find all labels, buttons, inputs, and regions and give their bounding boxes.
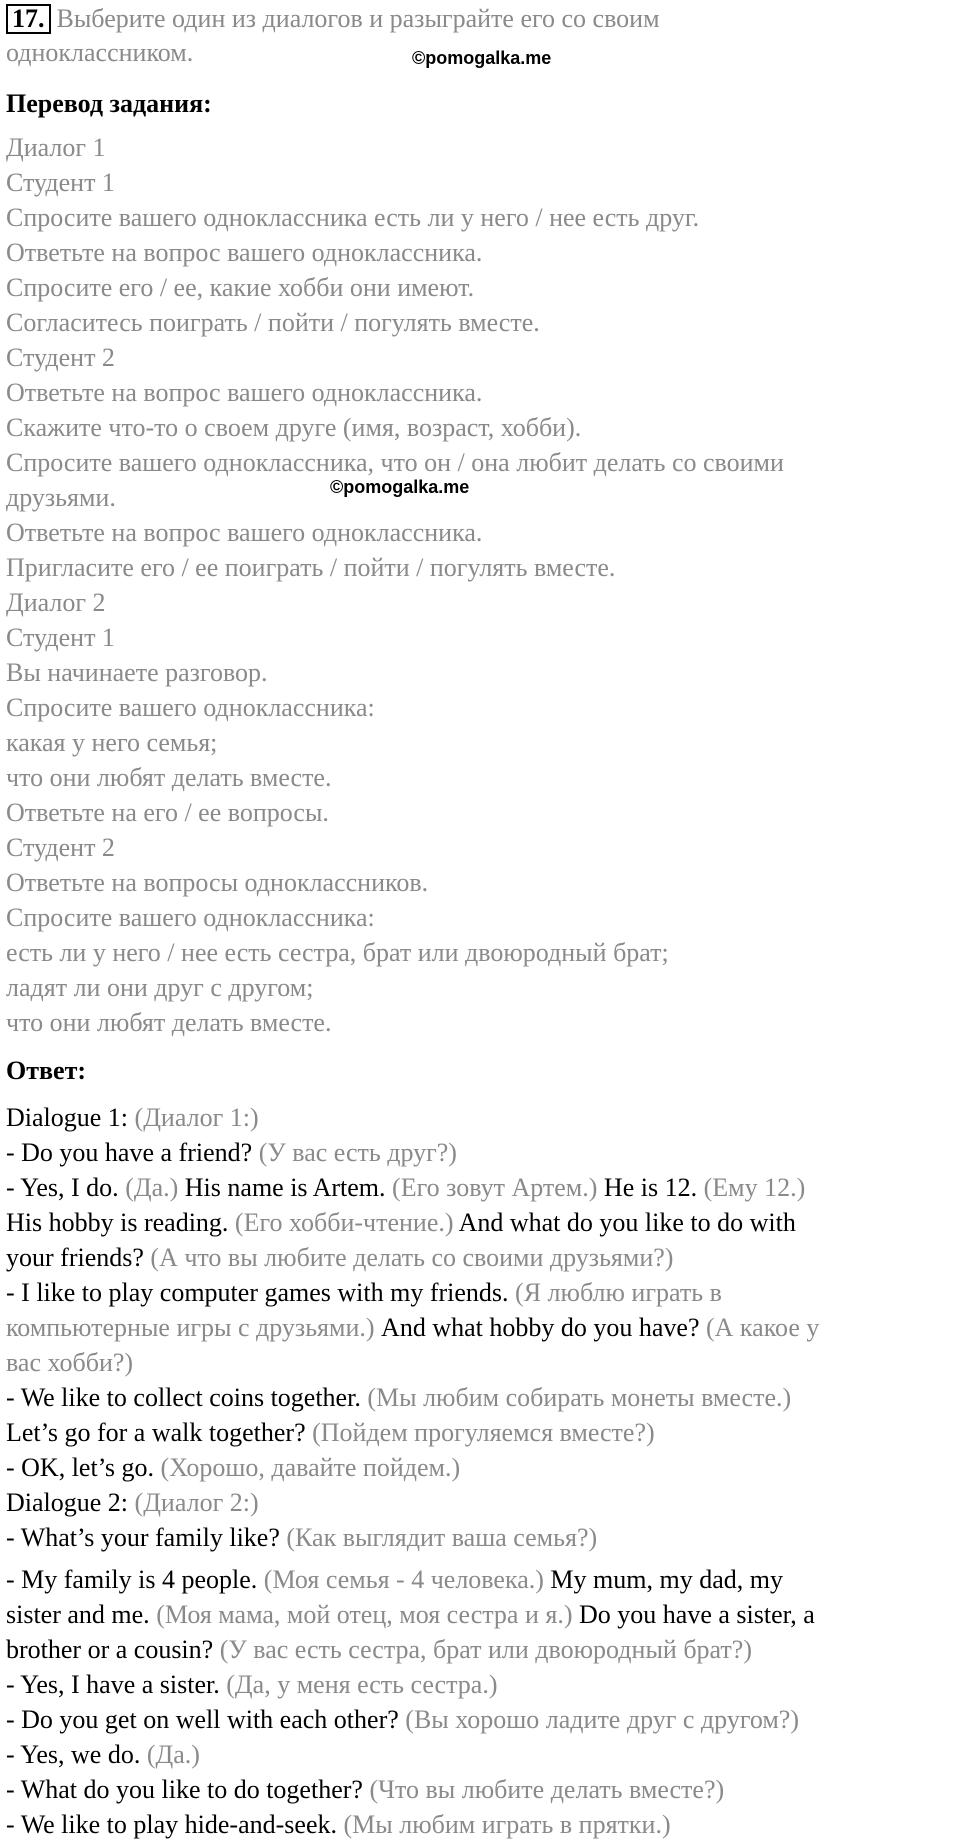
english-segment: - Yes, we do. [6, 1740, 147, 1769]
translation-segment: (Как выглядит ваша семья?) [286, 1523, 598, 1552]
translation-segment: (У вас есть друг?) [258, 1138, 457, 1167]
english-segment: - Yes, I do. [6, 1173, 126, 1202]
translation-segment: (Диалог 2:) [134, 1488, 259, 1517]
english-segment: - Do you get on well with each other? [6, 1705, 406, 1734]
translation-segment: (У вас есть сестра, брат или двоюродный брат?) [219, 1635, 752, 1664]
answer-line [6, 1208, 796, 1238]
answer-heading: Ответ: [6, 1056, 87, 1085]
translation-line: ладят ли они друг с другом; [6, 973, 314, 1002]
answer-line [6, 1740, 200, 1770]
answer-line [6, 1138, 457, 1168]
english-segment: - We like to play hide-and-seek. [6, 1810, 344, 1839]
answer-line [6, 1600, 815, 1630]
translation-segment: (Диалог 1:) [134, 1103, 259, 1132]
answer-line [6, 1565, 783, 1595]
translation-line: Ответьте на вопрос вашего одноклассника. [6, 518, 483, 547]
answer-line [6, 1670, 497, 1700]
english-segment: - What’s your family like? [6, 1523, 287, 1552]
translation-segment: компьютерные игры с друзьями.) [6, 1313, 382, 1342]
answer-line [6, 1313, 819, 1343]
translation-segment: (Его хобби-чтение.) [234, 1208, 459, 1237]
task-line-1 [6, 4, 660, 34]
answer-line [6, 1775, 724, 1805]
english-segment: My mum, my dad, my [550, 1565, 783, 1594]
english-segment: Do you have a sister, a [579, 1600, 815, 1629]
translation-segment: вас хобби?) [6, 1348, 134, 1377]
translation-segment: (Что вы любите делать вместе?) [369, 1775, 725, 1804]
translation-segment: (Да, у меня есть сестра.) [226, 1670, 498, 1699]
translation-line: Спросите вашего одноклассника, что он / она любит делать со своими [6, 448, 784, 477]
translation-line: Вы начинаете разговор. [6, 658, 268, 687]
english-segment: Dialogue 2: [6, 1488, 135, 1517]
translation-line: Ответьте на его / ее вопросы. [6, 798, 329, 827]
answer-line [6, 1810, 671, 1840]
translation-line: Спросите вашего одноклассника есть ли у него / нее есть друг. [6, 203, 700, 232]
english-segment: - I like to play computer games with my friends. [6, 1278, 516, 1307]
task-text: Выберите один из диалогов и разыграйте его со своим [56, 4, 660, 33]
english-segment: - What do you like to do together? [6, 1775, 370, 1804]
answer-line [6, 1523, 597, 1553]
translation-segment: (Я люблю играть в [515, 1278, 722, 1307]
english-segment: - My family is 4 people. [6, 1565, 264, 1594]
translation-line: Скажите что-то о своем друге (имя, возраст, хобби). [6, 413, 582, 442]
english-segment: And what hobby do you have? [381, 1313, 706, 1342]
translation-line: Согласитесь поиграть / пойти / погулять вместе. [6, 308, 540, 337]
answer-line [6, 1103, 259, 1133]
translation-segment: (А что вы любите делать со своими друзьями?) [150, 1243, 674, 1272]
translation-line: Студент 1 [6, 623, 115, 652]
answer-line [6, 1635, 752, 1665]
translation-line: Студент 2 [6, 343, 115, 372]
answer-line [6, 1418, 655, 1448]
english-segment: - We like to collect coins together. [6, 1383, 368, 1412]
translation-line: какая у него семья; [6, 728, 218, 757]
english-segment: He is 12. [603, 1173, 704, 1202]
english-segment: - OK, let’s go. [6, 1453, 161, 1482]
english-segment: His hobby is reading. [6, 1208, 235, 1237]
english-segment: His name is Artem. [184, 1173, 393, 1202]
translation-line: Спросите вашего одноклассника: [6, 693, 375, 722]
task-line-2: одноклассником. [6, 38, 194, 67]
translation-line: Ответьте на вопросы одноклассников. [6, 868, 429, 897]
answer-line [6, 1453, 460, 1483]
translation-segment: (Мы любим играть в прятки.) [343, 1810, 671, 1839]
translation-line: Студент 1 [6, 168, 115, 197]
translation-line: что они любят делать вместе. [6, 763, 332, 792]
translation-line: Студент 2 [6, 833, 115, 862]
translation-segment: (Ему 12.) [703, 1173, 806, 1202]
watermark: ©pomogalka.me [412, 48, 552, 68]
answer-line [6, 1243, 673, 1273]
translation-line: Диалог 1 [6, 133, 106, 162]
english-segment: Let’s go for a walk together? [6, 1418, 313, 1447]
translation-line: Ответьте на вопрос вашего одноклассника. [6, 238, 483, 267]
translation-heading: Перевод задания: [6, 89, 212, 118]
translation-segment: (Мы любим собирать монеты вместе.) [367, 1383, 792, 1412]
english-segment: - Yes, I have a sister. [6, 1670, 227, 1699]
translation-line: Спросите вашего одноклассника: [6, 903, 375, 932]
translation-line: есть ли у него / нее есть сестра, брат или двоюродный брат; [6, 938, 669, 967]
task-number: 17. [6, 4, 51, 34]
translation-line: Диалог 2 [6, 588, 106, 617]
translation-line: друзьями. [6, 483, 116, 512]
translation-segment: (Моя семья - 4 человека.) [263, 1565, 551, 1594]
translation-line: что они любят делать вместе. [6, 1008, 332, 1037]
answer-line [6, 1173, 805, 1203]
english-segment: Dialogue 1: [6, 1103, 135, 1132]
translation-line: Спросите его / ее, какие хобби они имеют. [6, 273, 475, 302]
answer-line [6, 1383, 791, 1413]
answer-line [6, 1488, 259, 1518]
english-segment: your friends? [6, 1243, 151, 1272]
translation-segment: (Моя мама, мой отец, моя сестра и я.) [156, 1600, 580, 1629]
watermark-2: ©pomogalka.me [330, 477, 470, 497]
answer-line [6, 1348, 133, 1378]
answer-line [6, 1705, 799, 1735]
translation-segment: (Да.) [125, 1173, 185, 1202]
translation-segment: (Да.) [146, 1740, 200, 1769]
english-segment: brother or a cousin? [6, 1635, 220, 1664]
translation-line: Ответьте на вопрос вашего одноклассника. [6, 378, 483, 407]
translation-segment: (А какое у [705, 1313, 820, 1342]
answer-line [6, 1278, 722, 1308]
english-segment: sister and me. [6, 1600, 157, 1629]
english-segment: - Do you have a friend? [6, 1138, 259, 1167]
translation-line: Пригласите его / ее поиграть / пойти / погулять вместе. [6, 553, 616, 582]
translation-segment: (Его зовут Артем.) [392, 1173, 604, 1202]
english-segment: And what do you like to do with [458, 1208, 796, 1237]
translation-segment: (Вы хорошо ладите друг с другом?) [405, 1705, 799, 1734]
translation-segment: (Хорошо, давайте пойдем.) [160, 1453, 461, 1482]
translation-segment: (Пойдем прогуляемся вместе?) [312, 1418, 655, 1447]
